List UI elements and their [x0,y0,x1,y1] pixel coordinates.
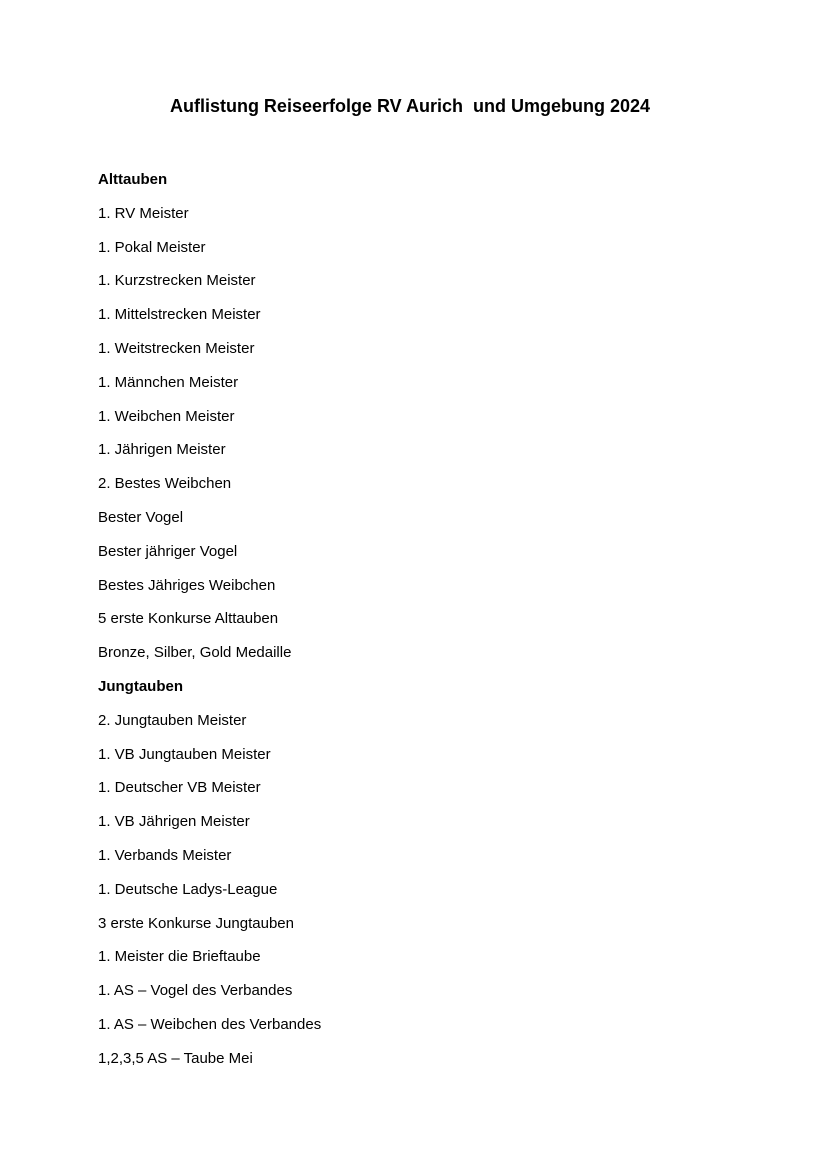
document-body [98,172,820,1066]
document-line: 1. Mittelstrecken Meister [98,306,261,324]
document-line: 1. Kurzstrecken Meister [98,272,256,290]
document-line: Bronze, Silber, Gold Medaille [98,644,292,662]
document-line: 1. Deutsche Ladys-League [98,880,278,898]
document-line: 1. Deutscher VB Meister [98,779,261,797]
document-line: 2. Jungtauben Meister [98,711,247,729]
document-line: 1,2,3,5 AS – Taube Mei [98,1049,253,1067]
document-line: 1. Verbands Meister [98,846,232,864]
document-line: 1. AS – Weibchen des Verbandes [98,1015,322,1033]
document-line: 1. Jährigen Meister [98,441,226,459]
document-line: 1. Weibchen Meister [98,407,235,425]
document-line: Bestes Jähriges Weibchen [98,576,276,594]
document-line: 1. VB Jährigen Meister [98,813,250,831]
document-line: 1. AS – Vogel des Verbandes [98,982,293,1000]
section-heading-alttauben: Alttauben [98,171,168,188]
document-line: 1. RV Meister [98,204,189,222]
document-line: 3 erste Konkurse Jungtauben [98,914,294,932]
document-line: 5 erste Konkurse Alttauben [98,610,279,628]
section-heading-jungtauben: Jungtauben [98,677,183,695]
document-line: 1. Pokal Meister [98,238,206,256]
document-line: 1. Meister die Brieftaube [98,948,261,966]
document-line: Bester Vogel [98,508,184,526]
document-line: 1. Weitstrecken Meister [98,339,255,357]
document-line: 1. VB Jungtauben Meister [98,745,271,763]
document-line: Bester jähriger Vogel [98,542,238,560]
document-line: 1. Männchen Meister [98,373,239,391]
document-title: Auflistung Reiseerfolge RV Aurich und Umgebung 2024 [169,96,651,116]
document-line: 2. Bestes Weibchen [98,475,232,493]
